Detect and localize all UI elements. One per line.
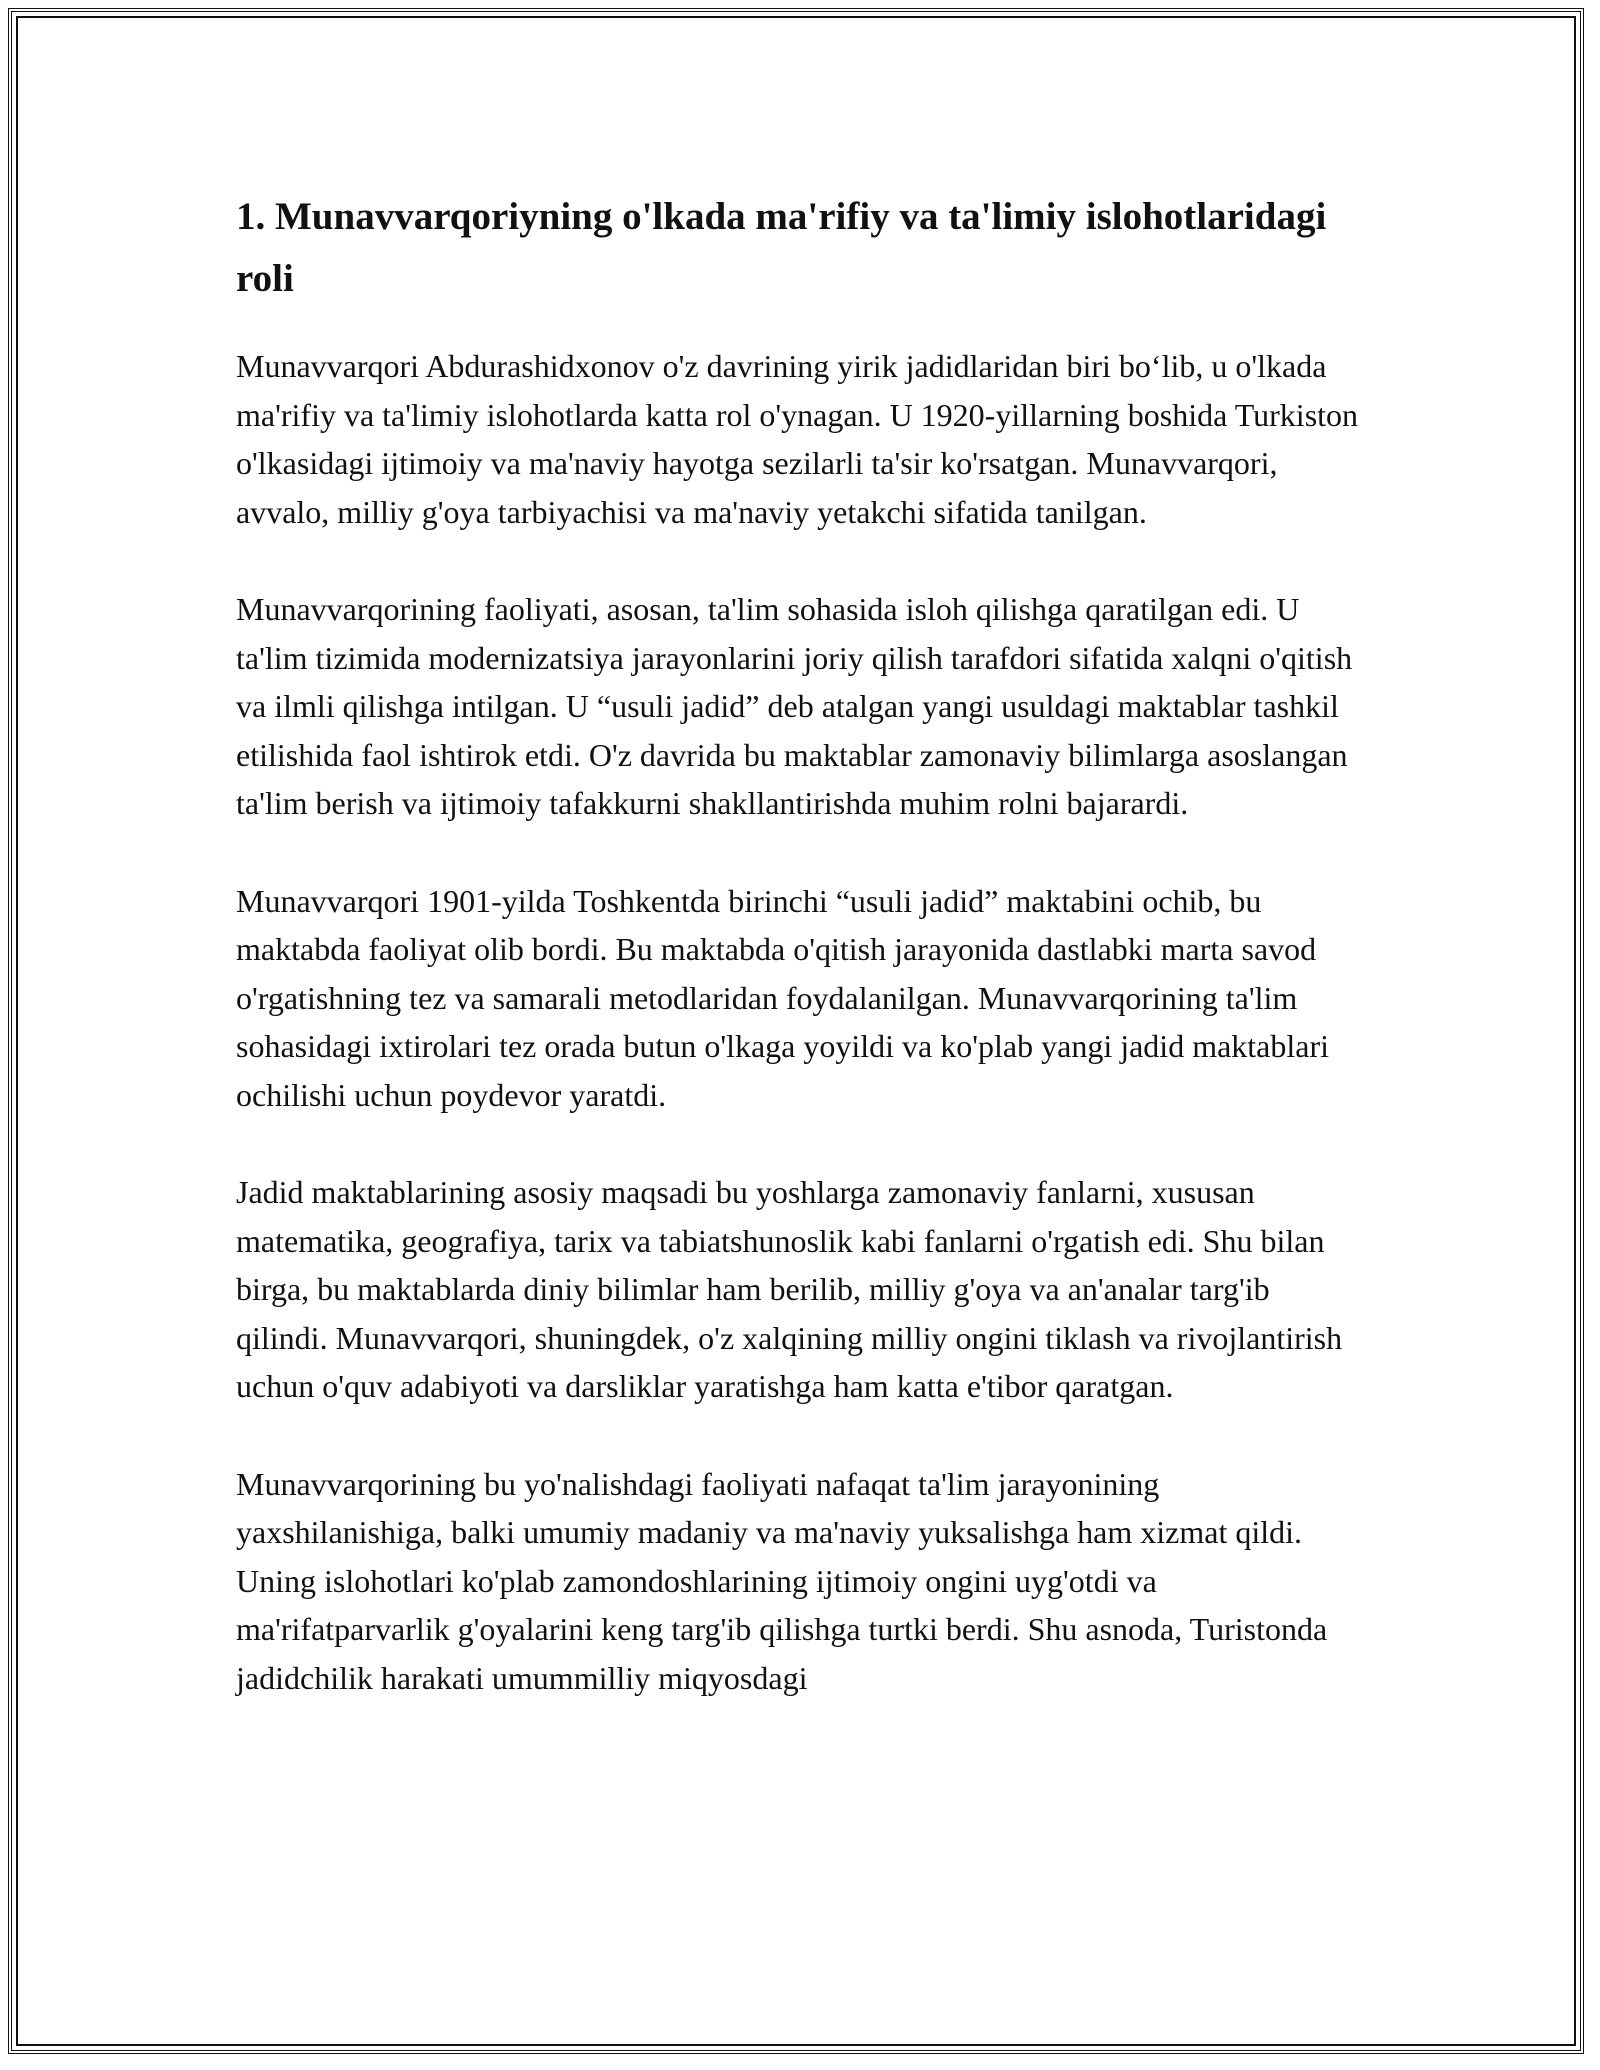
paragraph-3: Munavvarqori 1901-yilda Toshkentda birinchi “usuli jadid” maktabini ochib, bu maktabda faoliyat olib bordi. Bu maktabda o'qitish jarayonida dastlabki marta savod o'rgatishning tez va samarali metodlaridan foydalanilgan. Munavvarqorining ta'lim sohasidagi ixtirolari tez orada butun o'lkaga yoyildi va ko'plab yangi jadid maktablari ochilishi uchun poydevor yaratdi. — [236, 882, 1330, 1113]
paragraph-5: Munavvarqorining bu yo'nalishdagi faoliyati nafaqat ta'lim jarayonining yaxshilanishiga, balki umumiy madaniy va ma'naviy yuksalishga ham xizmat qildi. Uning islohotlari ko'plab zamondoshlarining ijtimoiy ongini uyg'otdi va ma'rifatparvarlik g'oyalarini keng targ'ib qilishga turtki berdi. Shu asnoda, Turistonda jadidchilik harakati umummilliy miqyosdagi — [236, 1465, 1328, 1696]
paragraph-4: Jadid maktablarining asosiy maqsadi bu yoshlarga zamonaviy fanlarni, xususan matematika, geografiya, tarix va tabiatshunoslik kabi fanlarni o'rgatish edi. Shu bilan birga, bu maktablarda diniy bilimlar ham berilib, milliy g'oya va an'analar targ'ib qilindi. Munavvarqori, shuningdek, o'z xalqining milliy ongini tiklash va rivojlantirish uchun o'quv adabiyoti va darsliklar yaratishga ham katta e'tibor qaratgan. — [236, 1174, 1343, 1404]
section-heading: 1. Munavvarqoriyning o'lkada ma'rifiy va ta'limiy islohotlaridagi roli — [236, 195, 1327, 300]
paragraph-1: Munavvarqori Abdurashidxonov o'z davrining yirik jadidlaridan biri bo‘lib, u o'lkada ma'rifiy va ta'limiy islohotlarda katta rol o'ynagan. U 1920-yillarning boshida Turkiston o'lkasidagi ijtimoiy va ma'naviy hayotga sezilarli ta'sir ko'rsatgan. Munavvarqori, avvalo, milliy g'oya tarbiyachisi va ma'naviy yetakchi sifatida tanilgan. — [236, 348, 1359, 530]
paragraph-2: Munavvarqorining faoliyati, asosan, ta'lim sohasida isloh qilishga qaratilgan edi. U ta'lim tizimida modernizatsiya jarayonlarini joriy qilish tarafdori sifatida xalqni o'qitish va ilmli qilishga intilgan. U “usuli jadid” deb atalgan yangi usuldagi maktablar tashkil etilishida faol ishtirok etdi. O'z davrida bu maktablar zamonaviy bilimlarga asoslangan ta'lim berish va ijtimoiy tafakkurni shakllantirishda muhim rolni bajarardi. — [236, 591, 1353, 821]
document-body — [236, 186, 1366, 1751]
